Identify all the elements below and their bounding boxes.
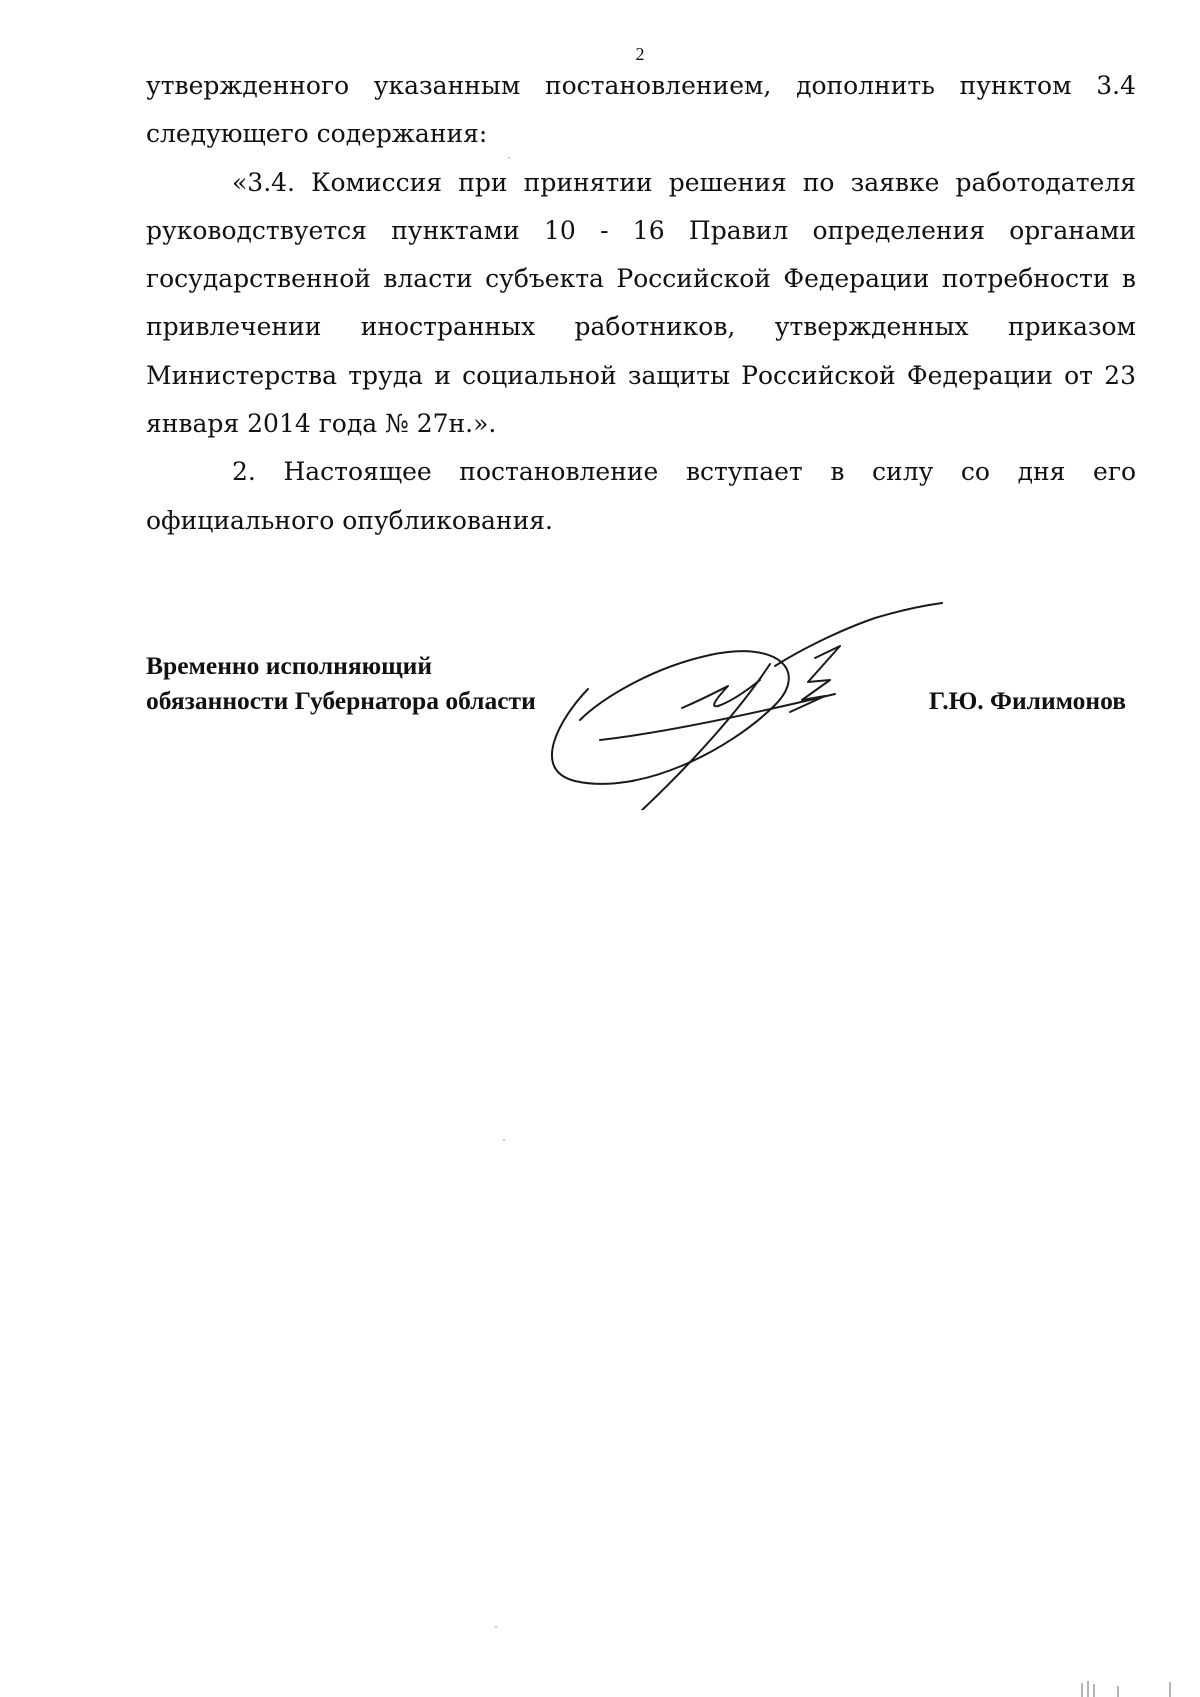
- page-number: 2: [635, 44, 645, 64]
- signer-title-line-1: Временно исполняющий: [146, 651, 433, 680]
- handwritten-signature: [540, 600, 960, 810]
- scan-speck: [508, 157, 510, 159]
- paragraph-effective-date: 2. Настоящее постановление вступает в силу со дня его официального опубликования.: [146, 457, 1136, 535]
- scan-edge-marks: [1072, 1677, 1182, 1697]
- paragraph-continuation: утвержденного указанным постановлением, дополнить пунктом 3.4 следующего содержания:: [146, 71, 1136, 149]
- paragraph-clause-3-4: «3.4. Комиссия при принятии решения по заявке работодателя руководствуется пунктами 10 - 16 Правил определения органами государственной власти субъекта Российской Федерации потребности в привлечении иностранных работников, утвержденных приказом Министерства труда и социальной защиты Российской Федерации от 23 января 2014 года № 27н.».: [146, 167, 1136, 439]
- scan-speck: [503, 1139, 505, 1141]
- scan-speck: [495, 1626, 497, 1628]
- signer-title-line-2: обязанности Губернатора области: [146, 686, 536, 715]
- signer-name: Г.Ю. Филимонов: [928, 686, 1126, 715]
- document-body: [146, 62, 1136, 545]
